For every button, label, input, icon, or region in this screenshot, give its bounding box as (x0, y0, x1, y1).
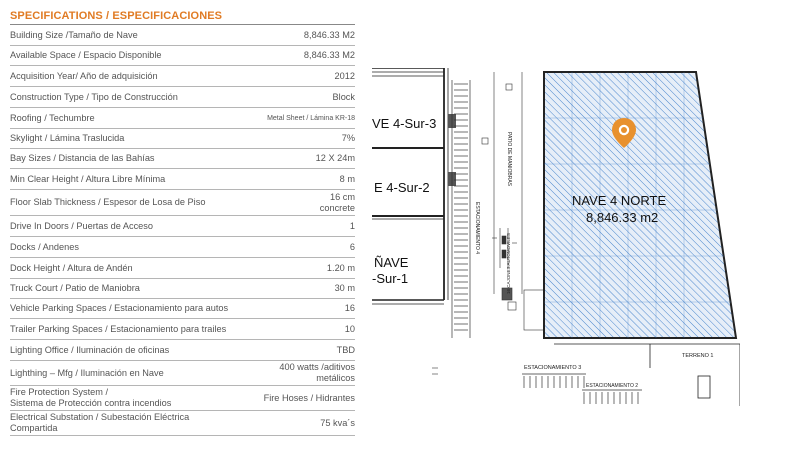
nave-4-sur-1-label-line1: ÑAVE (374, 255, 409, 270)
spec-value: 8,846.33 M2 (303, 29, 355, 40)
spec-row (10, 340, 355, 361)
spec-label: Available Space / Espacio Disponible (10, 50, 162, 60)
spec-row (10, 411, 355, 436)
spec-value: 6 (349, 241, 355, 252)
spec-value: 1.20 m (326, 262, 355, 273)
nave-4-norte-area: 8,846.33 m2 (586, 210, 659, 225)
nave-4-norte-name: NAVE 4 NORTE (572, 193, 667, 208)
truck-court (482, 72, 522, 294)
spec-value: 75 kva´s (320, 417, 355, 428)
spec-row (10, 319, 355, 340)
site-plan (372, 68, 740, 406)
spec-row (10, 25, 355, 46)
spec-value: Block (332, 91, 355, 102)
spec-label: Lighting Office / Iluminación de oficinas (10, 344, 170, 355)
spec-label: Vehicle Parking Spaces / Estacionamiento para autos (10, 303, 229, 313)
spec-value: 16 cm concrete (319, 191, 355, 213)
spec-value: TBD (336, 344, 355, 355)
spec-row (10, 149, 355, 169)
spec-label: Docks / Andenes (10, 241, 79, 252)
spec-row (10, 108, 355, 129)
spec-label: Dock Height / Altura de Andén (10, 262, 133, 273)
spec-value: 10 (344, 323, 355, 334)
spec-row (10, 66, 355, 87)
parking-bays-bottom (522, 374, 642, 404)
estacionamiento-2-label: ESTACIONAMIENTO 2 (586, 383, 639, 389)
spec-label: Bay Sizes / Distancia de las Bahías (10, 153, 155, 163)
nave-4-sur-2-label: E 4-Sur-2 (374, 180, 430, 195)
spec-label: Lighthing – Mfg / Iluminación en Nave (10, 367, 164, 378)
nave-4-sur-3-label: VE 4-Sur-3 (372, 116, 437, 131)
spec-value: 30 m (334, 283, 355, 293)
spec-value: 8,846.33 M2 (303, 50, 355, 60)
spec-value: 8 m (339, 173, 355, 184)
spec-label: Floor Slab Thickness / Espesor de Losa de Piso (10, 197, 206, 207)
spec-row (10, 361, 355, 386)
spec-row (10, 46, 355, 66)
spec-label: Building Size /Tamaño de Nave (10, 29, 138, 40)
spec-rows (10, 25, 355, 436)
spec-label: Drive In Doors / Puertas de Acceso (10, 220, 153, 231)
spec-label: Min Clear Height / Altura Libre Mínima (10, 173, 166, 184)
spec-row (10, 258, 355, 279)
spec-row (10, 386, 355, 411)
cajones-label: 16 CAJONES AUTOMOVILES (506, 233, 511, 294)
spec-row (10, 190, 355, 216)
terreno-1-label: TERRENO 1 (682, 353, 714, 359)
spec-label: Roofing / Techumbre (10, 112, 95, 123)
spec-label: Skylight / Lámina Traslucida (10, 133, 125, 143)
spec-value: 12 X 24m (315, 153, 355, 163)
spec-value: Metal Sheet / Lámina KR-18 (267, 114, 355, 122)
spec-value: 1 (349, 220, 355, 231)
spec-row (10, 169, 355, 190)
spec-row (10, 129, 355, 149)
spec-value: 16 (344, 303, 355, 313)
spec-value: Fire Hoses / Hidrantes (263, 392, 355, 403)
spec-value: 2012 (334, 70, 355, 81)
spec-label: Electrical Substation / Subestación Eléctrica Compartida (10, 412, 190, 433)
spec-row (10, 279, 355, 299)
estacionamiento-4-label: ESTACIONAMIENTO 4 (474, 202, 480, 255)
patio-maniobras-label: PATIO DE MANIOBRAS (506, 132, 512, 186)
spec-value: 400 watts /aditivos metálicos (279, 362, 355, 383)
spec-label: Truck Court / Patio de Maniobra (10, 283, 140, 293)
nave-4-sur-1-label-line2: -Sur-1 (372, 271, 409, 286)
spec-label: Trailer Parking Spaces / Estacionamiento para trailes (10, 323, 227, 334)
parking-area-bottom (432, 288, 544, 374)
spec-value: 7% (341, 133, 355, 143)
spec-row (10, 299, 355, 319)
estacionamiento-3-label: ESTACIONAMIENTO 3 (524, 365, 582, 371)
specifications-title: SPECIFICATIONS / ESPECIFICACIONES (10, 8, 355, 25)
spec-label: Construction Type / Tipo de Construcción (10, 91, 178, 102)
spec-row (10, 237, 355, 258)
specifications-table (10, 8, 355, 436)
spec-row (10, 216, 355, 237)
spec-label: Fire Protection System / Sistema de Protección contra incendios (10, 387, 172, 408)
spec-label: Acquisition Year/ Año de adquisición (10, 70, 158, 81)
spec-row (10, 87, 355, 108)
